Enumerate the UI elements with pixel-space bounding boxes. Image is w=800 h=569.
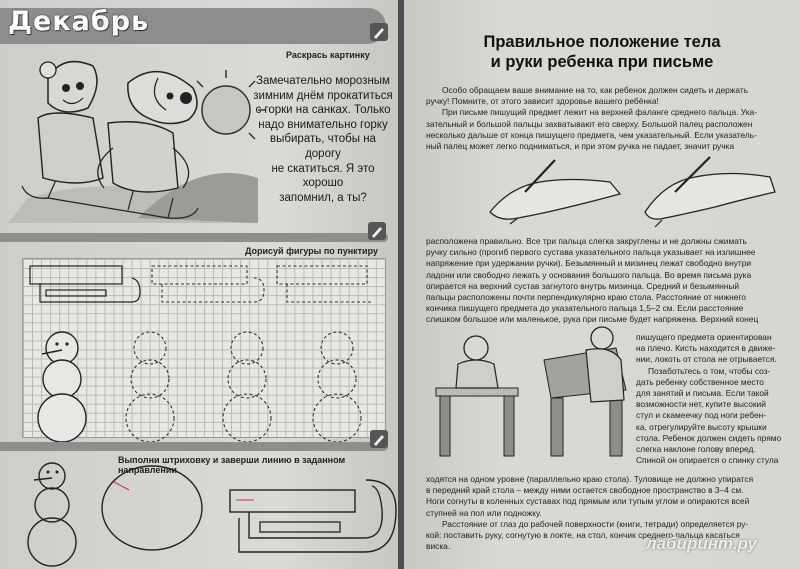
title-line: и руки ребенка при письме (490, 53, 714, 71)
task-color-picture: Раскрась картинку (286, 50, 370, 60)
poem-line: выбирать, чтобы на дорогу (270, 133, 376, 160)
text-line: слегка наклоне голову вперед. (636, 444, 756, 455)
text-line: напряжение при удержании ручки). Безымянный и мизинец лежат свободно внутри (426, 258, 752, 269)
task-hatch-lines: Выполни штриховку и заверши линию в заданном направлении (118, 455, 346, 475)
text-line: кой: поставить руку, согнутую в локте, на стол, кончик среднего пальца касаться (426, 530, 740, 541)
pencil-icon (370, 23, 388, 41)
poem-line: надо внимательно горку (258, 118, 388, 131)
section-divider (0, 442, 388, 451)
right-page (404, 0, 800, 569)
pencil-icon (370, 430, 388, 448)
text-line: виска. (426, 541, 451, 552)
task-trace-figures: Дорисуй фигуры по пунктиру (245, 246, 378, 256)
text-line: в передний край стола – между ними остается свободное пространство в 3–4 см. (426, 485, 744, 496)
text-line: пишущего предмета ориентирован (636, 332, 772, 342)
watermark-logo: лабиринт.ру (646, 534, 757, 553)
left-page (0, 0, 398, 569)
text-line: ный палец может легко подниматься, и при этом ручка не падает, значит ручка (426, 141, 735, 152)
text-line: Позаботьтесь о том, чтобы соз- (648, 365, 771, 376)
paragraph-intro (426, 85, 786, 152)
text-line: нии, локоть от стола не отрывается. (636, 354, 777, 365)
paragraph-grip (426, 236, 786, 326)
text-line: слишком большое или маленькое, рука при письме будет напряжена. Верхний конец (426, 314, 759, 325)
text-line: расположена правильно. Все три пальца слегка закруглены и не должны сжимать (426, 236, 747, 246)
text-line: несколько дальше от конца пишущего предмета, чем указательный. Если указатель- (426, 129, 757, 140)
text-line: опирается на верхний сустав загнутого внутрь мизинца. Средний и безымянный (426, 280, 740, 291)
text-line: ка, отрегулируйте высоту крышки (636, 421, 767, 432)
winter-poem (253, 74, 393, 205)
text-line: При письме пишущий предмет лежит на верхней фаланге среднего пальца. Ука- (442, 107, 757, 118)
text-line: Особо обращаем ваше внимание на то, как ребенок должен сидеть и держать (442, 85, 749, 95)
poem-line: зимним днём прокатиться (253, 89, 393, 102)
text-line: стул и скамеечку под ноги ребен- (636, 410, 767, 421)
text-line: стола. Ребенок должен сидеть прямо (636, 432, 782, 443)
poem-line: не скатиться. Я это хорошо (271, 162, 375, 190)
text-line: дать ребенку собственное место (636, 376, 764, 387)
text-line: ходятся на одном уровне (параллельно краю стола). Туловище не должно упиратся (426, 474, 754, 484)
text-line: ступней на пол или подножку. (426, 507, 542, 518)
text-line: ладони или свободно лежать у основания большого пальца. Во время письма рука (426, 269, 752, 280)
text-line: для занятий и письма. Если такой (636, 388, 769, 399)
hatching-figures (4, 460, 394, 568)
tracing-figures (22, 258, 384, 436)
sledding-kids-illustration (8, 48, 268, 223)
text-line: ручку сильно (прогиб первого сустава указательного пальца указывает на излишнее (426, 247, 756, 258)
page-title (416, 32, 788, 72)
section-divider (0, 233, 388, 242)
title-line: Правильное положение тела (483, 33, 721, 51)
paragraph-posture (636, 332, 786, 466)
text-line: на плечо. Кисть находится в движе- (636, 343, 776, 354)
text-line: возможности нет, купите высокий (636, 399, 766, 410)
text-line: Расстояние от глаз до рабочей поверхности (книги, тетради) определяется ру- (442, 518, 749, 529)
pencil-icon (368, 222, 386, 240)
poem-line: запомнил, а ты? (279, 191, 367, 204)
text-line: ручку! Помните, от этого зависит здоровье вашего ребёнка! (426, 96, 659, 107)
text-line: кончика пишущего предмета до указательного пальца 1,5–2 см. Если расстояние (426, 303, 744, 314)
children-at-desk-illustration (426, 330, 636, 460)
text-line: зательный и большой пальцы захватывают его сверху. Большой палец расположен (426, 118, 753, 129)
text-line: Ноги согнуты в коленных суставах под прямым или тупым углом и опираются всей (426, 496, 750, 507)
pen-grip-illustrations (470, 152, 800, 232)
month-title: Декабрь (8, 6, 150, 37)
text-line: Спиной он опирается о спинку стула (636, 455, 779, 466)
poem-line: с горки на санках. Только (255, 104, 391, 117)
text-line: пальцы расположены почти перпендикулярно краю стола. Расстояние от нижнего (426, 292, 746, 303)
poem-line: Замечательно морозным (256, 75, 390, 87)
